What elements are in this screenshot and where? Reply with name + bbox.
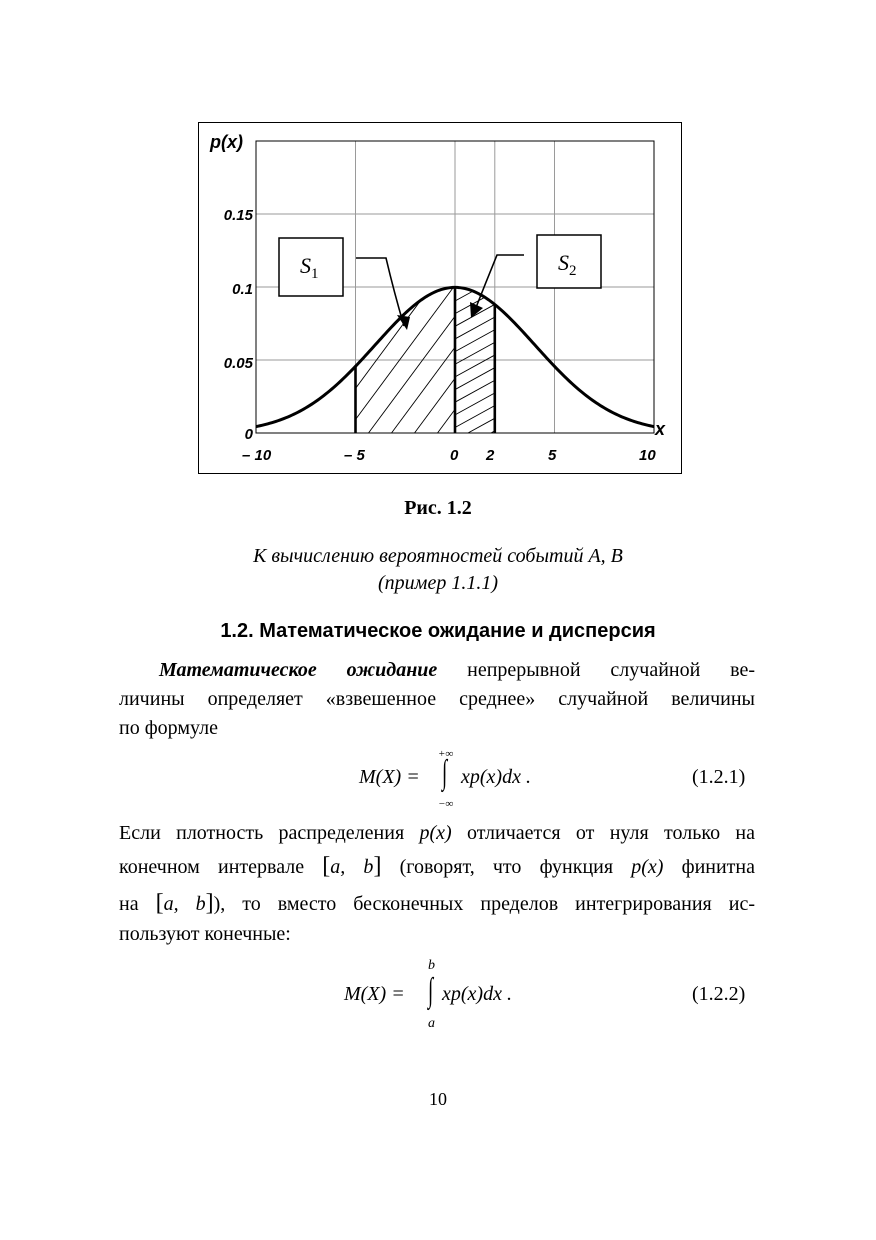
x-tick-label: 2 [486, 447, 495, 464]
formula-lhs: M(X) = [359, 766, 420, 788]
defined-term: Математическое ожидание [159, 659, 438, 681]
s1-callout-label: $S_1$ [300, 253, 319, 282]
integral-lower-limit: −∞ [438, 798, 454, 810]
text-line: Математическое ожидание непрерывной случайной ве- [159, 659, 755, 681]
formula-1-2-1 [359, 747, 579, 809]
text-line: пользуют конечные: [119, 923, 291, 945]
figure-frame [199, 123, 682, 474]
left-bracket-icon: [ [155, 890, 164, 916]
formula-integrand: xp(x)dx . [461, 766, 531, 788]
y-tick-label: 0 [244, 426, 253, 443]
density-symbol: p(x) [631, 856, 664, 878]
s2-callout-box [537, 235, 601, 288]
figure-1-2 [198, 122, 682, 474]
integral-upper-limit: +∞ [438, 748, 454, 760]
text-line: на [a, b]), то вместо бесконечных пределов интегрирования ис- [119, 890, 755, 916]
text-line: Если плотность распределения p(x) отличается от нуля только на [119, 822, 755, 844]
x-tick-label: 5 [548, 447, 557, 464]
formula-integrand: xp(x)dx . [442, 983, 512, 1005]
y-tick-label: 0.05 [223, 355, 253, 372]
equation-number: (1.2.2) [692, 983, 746, 1005]
interval-symbol: a, b [330, 856, 374, 878]
interval-symbol: a, b [163, 893, 206, 915]
x-tick-label: – 5 [344, 447, 365, 464]
caption-line: (пример 1.1.1) [378, 572, 498, 594]
x-axis-label: x [655, 419, 666, 439]
density-chart [198, 122, 682, 474]
paragraph-finite-support [119, 820, 755, 949]
integral-sign-icon: ∫ [442, 754, 448, 791]
integral-sign-icon: ∫ [428, 972, 434, 1009]
page-number: 10 [429, 1089, 447, 1109]
text-line: конечном интервале [a, b] (говорят, что функция p(x) финитна [119, 853, 755, 879]
section-heading: 1.2. Математическое ожидание и дисперсия [220, 620, 656, 642]
caption-line: К вычислению вероятностей событий А, В [253, 545, 623, 567]
x-tick-label: 0 [450, 447, 459, 464]
figure-caption-title: Рис. 1.2 [404, 497, 472, 519]
integral-upper-limit: b [428, 958, 435, 973]
y-tick-label: 0.15 [223, 207, 253, 224]
text-line: по формуле [119, 717, 218, 739]
right-bracket-icon: ] [205, 890, 214, 916]
figure-caption-description [0, 543, 876, 597]
equation-number: (1.2.1) [692, 766, 746, 788]
formula-lhs: M(X) = [344, 983, 405, 1005]
density-symbol: p(x) [419, 822, 452, 844]
left-bracket-icon: [ [322, 853, 331, 879]
y-tick-label: 0.1 [232, 281, 253, 298]
right-bracket-icon: ] [373, 853, 382, 879]
x-tick-label: – 10 [242, 447, 272, 464]
paragraph-expectation [119, 656, 755, 743]
formula-1-2-2 [344, 958, 564, 1038]
s2-callout-label: $S_2$ [558, 250, 577, 279]
x-tick-label: 10 [639, 447, 656, 464]
integral-lower-limit: a [428, 1016, 435, 1031]
text-line: личины определяет «взвешенное среднее» случайной величины [119, 688, 755, 710]
y-axis-label: p(x) [210, 132, 243, 152]
